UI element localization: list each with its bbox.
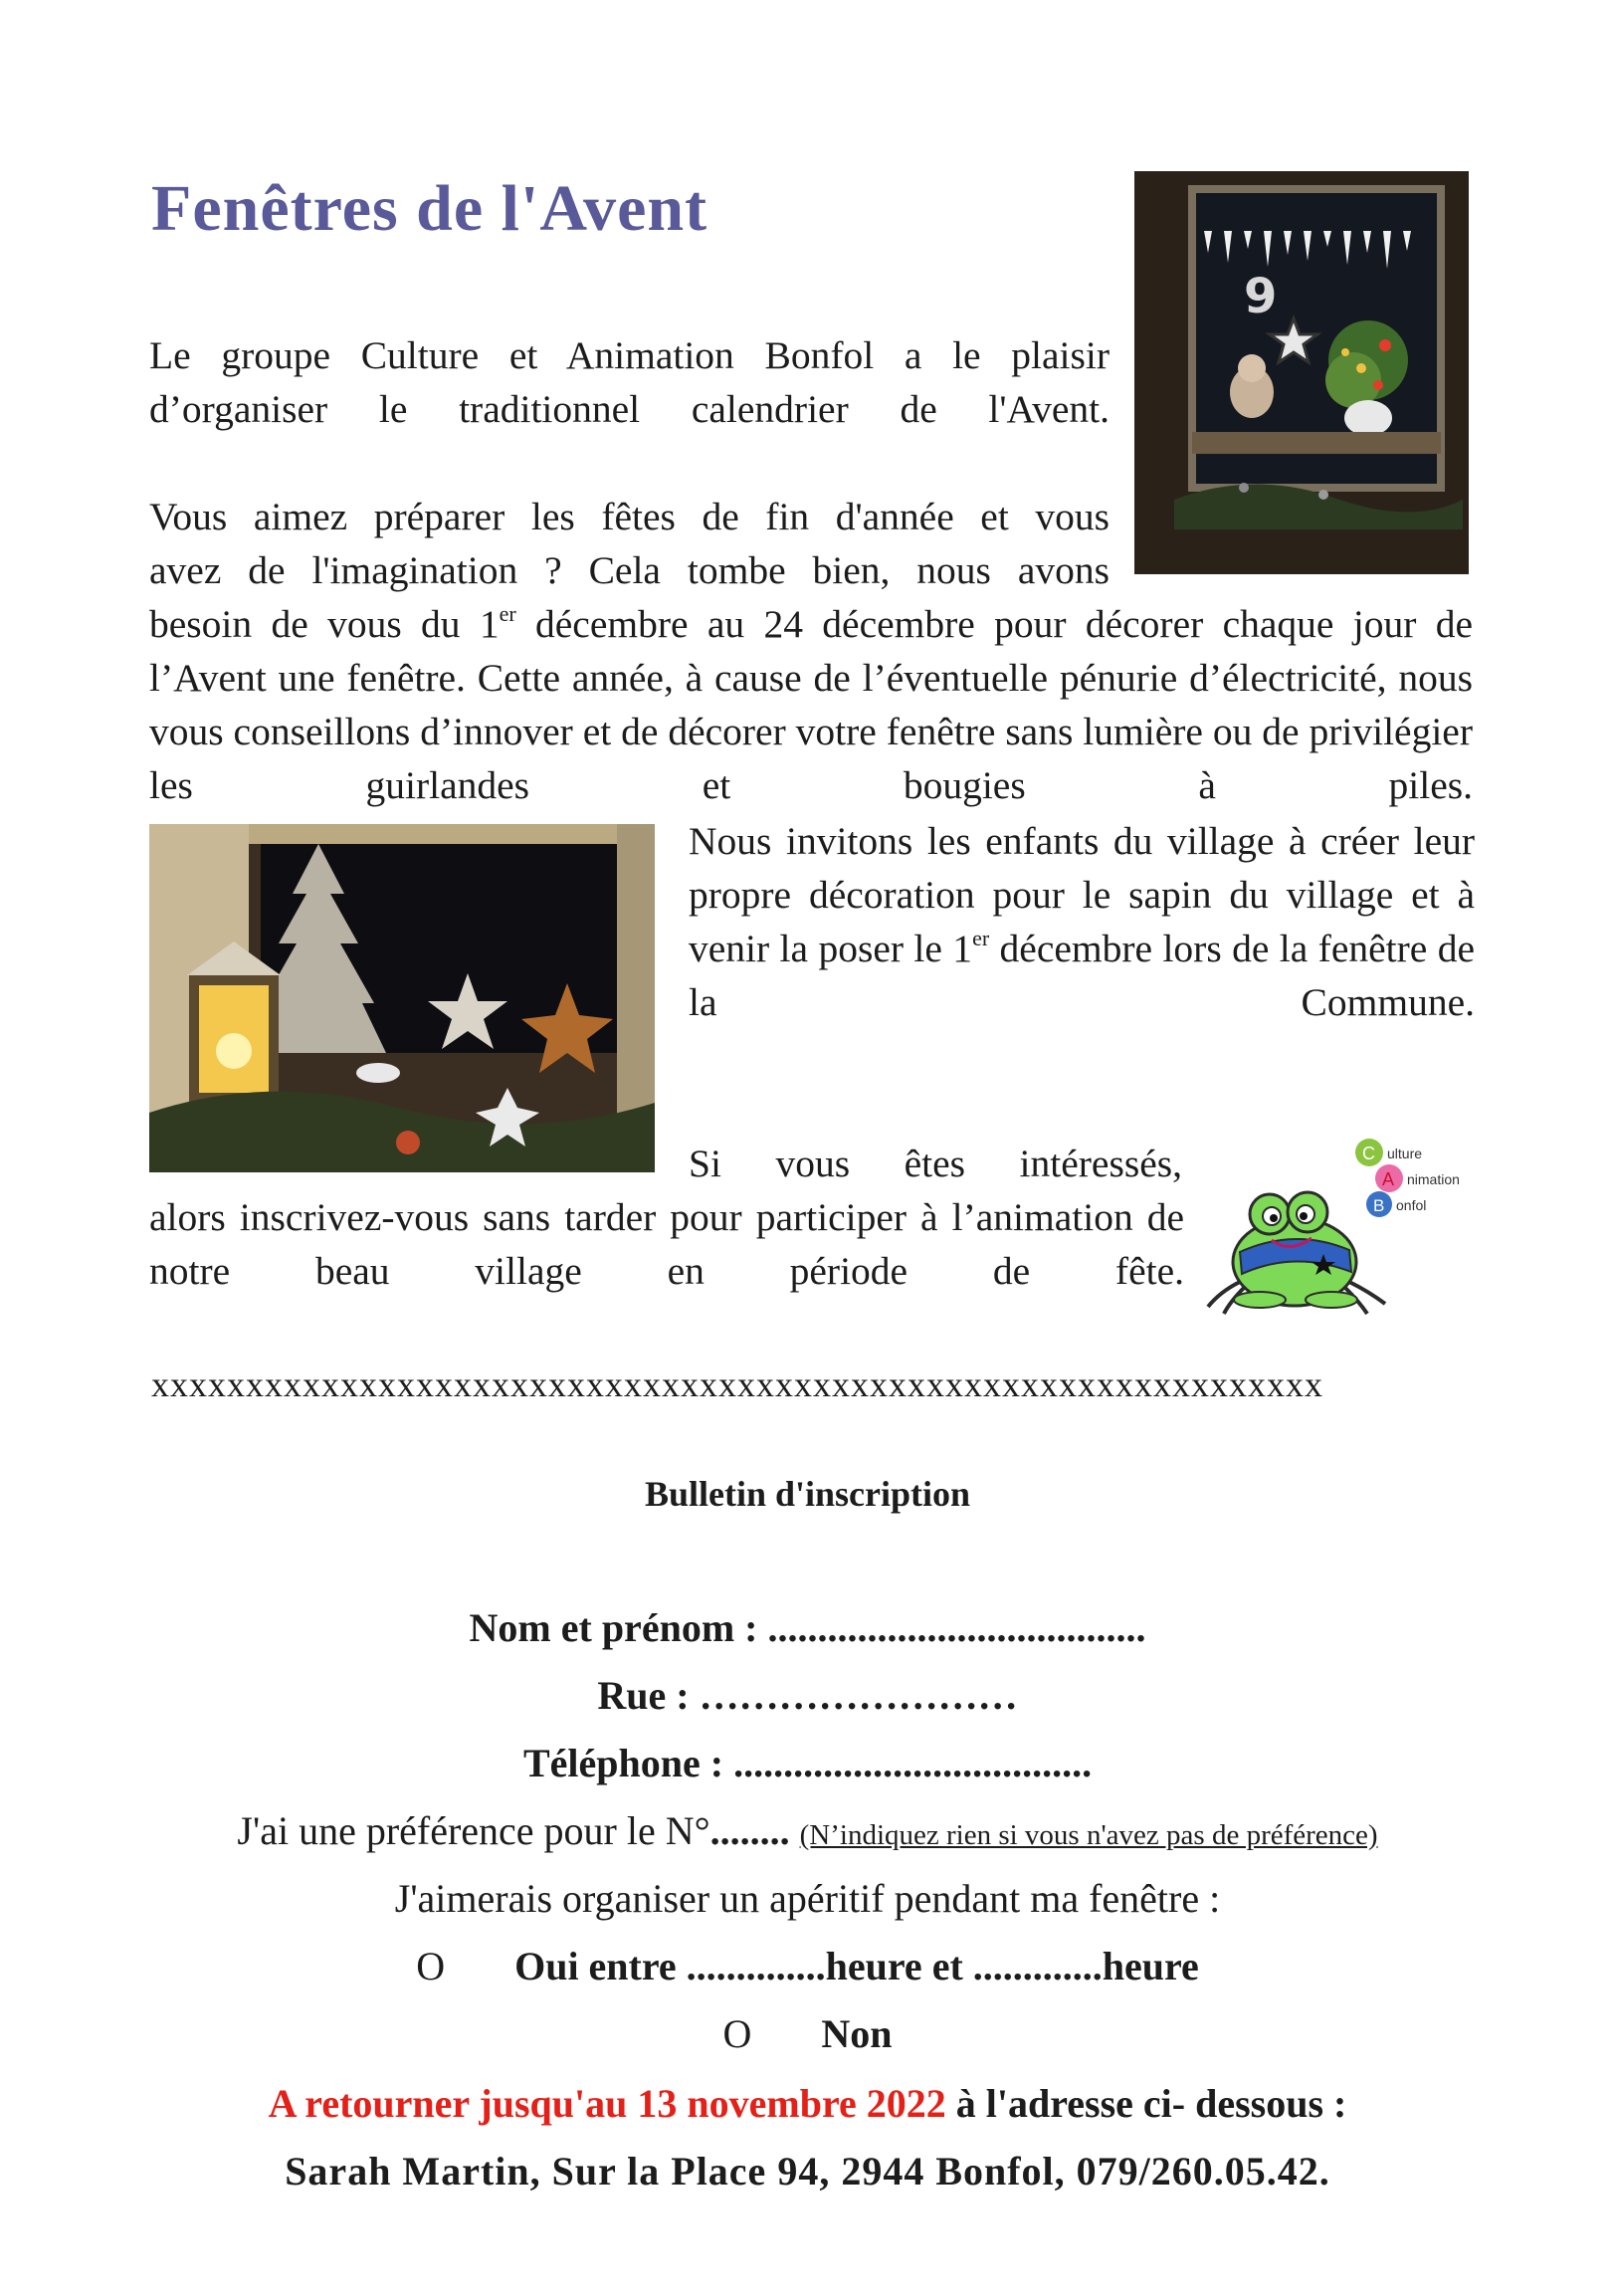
aperitif-question: J'aimerais organiser un apéritif pendant ma fenêtre : (394, 1876, 1221, 1921)
cab-frog-logo (1200, 1133, 1483, 1317)
decorated-window-photo (1134, 171, 1469, 574)
yes-checkbox[interactable]: O (416, 1944, 446, 1988)
interest-paragraph: alors inscrivez-vous sans tarder pour participer à l’animation de notre beau village en période de fête. (149, 1195, 1184, 1293)
logo-word-animation: nimation (1407, 1171, 1460, 1187)
phone-field[interactable]: .................................... (723, 1741, 1093, 1785)
no-option-row (0, 2010, 1615, 2057)
name-field[interactable]: ...................................... (757, 1605, 1146, 1650)
phone-field-row (0, 1740, 1615, 1786)
phone-label: Téléphone : (522, 1741, 724, 1785)
return-instruction-rest: à l'adresse ci- dessous : (945, 2081, 1347, 2126)
p4-text-b: décembre lors de la fenêtre de la Commune. (689, 927, 1475, 1024)
page-title: Fenêtres de l'Avent (151, 172, 708, 245)
logo-word-bonfol: onfol (1396, 1197, 1427, 1213)
logo-word-culture: ulture (1387, 1146, 1423, 1161)
p3-superscript: er (499, 601, 516, 626)
separator-line: xxxxxxxxxxxxxxxxxxxxxxxxxxxxxxxxxxxxxxxxxxxxxxxxxxxxxxxxxxxxxx (151, 1364, 1323, 1404)
no-checkbox[interactable]: O (722, 2011, 752, 2056)
window-number: 9 (1244, 269, 1278, 324)
return-instruction (0, 2080, 1615, 2127)
intro-paragraph-1: Le groupe Culture et Animation Bonfol a le plaisir d’organiser le traditionnel calendrier de l'Avent. (149, 333, 1110, 431)
preference-note: (N’indiquez rien si vous n'avez pas de préférence) (799, 1819, 1378, 1851)
p4-text-a: Nous invitons les enfants du village à créer leur propre décoration pour le sapin du village et à venir la poser le 1 (689, 819, 1475, 970)
logo-letter-b: B (1373, 1196, 1385, 1215)
intro-paragraph-2-line-1: Vous aimez préparer les fêtes de fin d'année et vous (149, 495, 1110, 538)
intro-paragraph-3 (149, 597, 1473, 812)
interest-line-1: Si vous êtes intéressés, (689, 1142, 1182, 1185)
return-deadline: A retourner jusqu'au 13 novembre 2022 (268, 2081, 946, 2126)
lantern-decoration-photo (149, 824, 655, 1172)
street-label: Rue : (597, 1673, 690, 1718)
preference-field[interactable]: ........ (709, 1808, 800, 1853)
street-field[interactable]: …………………… (689, 1673, 1018, 1718)
yes-option-row (0, 1943, 1615, 1989)
no-option-text: Non (821, 2011, 893, 2056)
logo-letter-a: A (1382, 1169, 1395, 1189)
intro-paragraph-2-line-2: avez de l'imagination ? Cela tombe bien, nous avons (149, 548, 1110, 592)
logo-letter-c: C (1362, 1144, 1375, 1163)
name-label: Nom et prénom : (469, 1605, 758, 1650)
p3-text-a: besoin de vous du 1 (149, 602, 500, 646)
street-field-row (0, 1672, 1615, 1719)
children-paragraph (689, 814, 1475, 1029)
p4-superscript: er (972, 926, 990, 950)
p3-text-b: décembre au 24 décembre pour décorer chaque jour de l’Avent une fenêtre. Cette année, à cause de l’éventuelle pénurie d’électricité, nous vous conseillons d’innover et de décorer votre fenêtre sans lumière ou de privilégier les guirlandes et bougies à piles. (149, 602, 1473, 807)
preference-label: J'ai une préférence pour le N° (237, 1808, 710, 1853)
preference-row (0, 1807, 1615, 1854)
return-address: Sarah Martin, Sur la Place 94, 2944 Bonfol, 079/260.05.42. (285, 2149, 1330, 2193)
yes-option-text: Oui entre ..............heure et .............heure (514, 1944, 1199, 1988)
name-field-row (0, 1604, 1615, 1651)
form-heading: Bulletin d'inscription (644, 1474, 971, 1514)
intro-paragraph-2 (149, 490, 1110, 597)
